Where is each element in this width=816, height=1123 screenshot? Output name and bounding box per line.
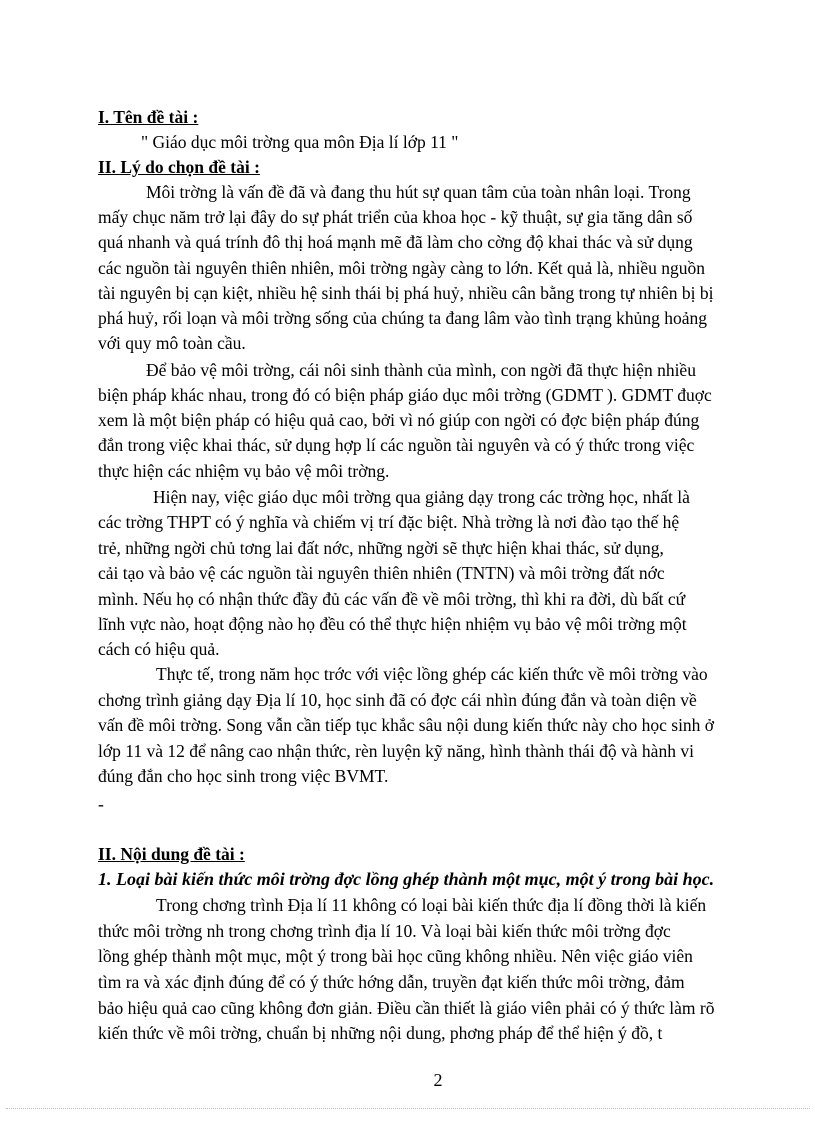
para4-line: chơng trình giảng dạy Địa lí 10, học sinh đã có đợc cái nhìn đúng đắn và toàn diện về bbox=[98, 690, 697, 710]
para5-line: Trong chơng trình Địa lí 11 không có loại bài kiến thức địa lí đồng thời là kiến bbox=[156, 895, 707, 915]
para5-line: bảo hiệu quả cao cũng không đơn giản. Điều cần thiết là giáo viên phải có ý thức làm rõ bbox=[98, 998, 715, 1018]
para2-line: đắn trong việc khai thác, sử dụng hợp lí các nguồn tài nguyên và có ý thức trong việc bbox=[98, 435, 695, 455]
para2-line: biện pháp khác nhau, trong đó có biện pháp giáo dục môi trờng (GDMT ). GDMT đuợc bbox=[98, 385, 712, 405]
para3-line: Hiện nay, việc giáo dục môi trờng qua giảng dạy trong các trờng học, nhất là bbox=[153, 487, 690, 507]
para3-line: cải tạo và bảo vệ các nguồn tài nguyên thiên nhiên (TNTN) và môi trờng đất nớc bbox=[98, 563, 665, 583]
para1-line: quá nhanh và quá trính đô thị hoá mạnh mẽ đã làm cho cờng độ khai thác và sử dụng bbox=[98, 232, 693, 252]
section-heading-1: I. Tên đề tài : bbox=[98, 107, 199, 127]
para3-line: các trờng THPT có ý nghĩa và chiếm vị trí đặc biệt. Nhà trờng là nơi đào tạo thế hệ bbox=[98, 512, 680, 532]
para3-line: mình. Nếu họ có nhận thức đầy đủ các vấn đề về môi trờng, thì khi ra đời, dù bất cứ bbox=[98, 589, 686, 609]
page-bottom-divider bbox=[6, 1108, 810, 1109]
para1-line: với quy mô toàn cầu. bbox=[98, 333, 246, 353]
dash-marker: - bbox=[98, 794, 104, 814]
para2-line: xem là một biện pháp có hiệu quả cao, bởi vì nó giúp con ngời có đợc biện pháp đúng bbox=[98, 410, 700, 430]
para2-line: Để bảo vệ môi trờng, cái nôi sinh thành của mình, con ngời đã thực hiện nhiều bbox=[146, 360, 696, 380]
page-number: 2 bbox=[433, 1070, 443, 1090]
section-heading-3: II. Nội dung đề tài : bbox=[98, 844, 245, 864]
para1-line: Môi trờng là vấn đề đã và đang thu hút sự quan tâm của toàn nhân loại. Trong bbox=[146, 182, 691, 202]
para4-line: lớp 11 và 12 để nâng cao nhận thức, rèn luyện kỹ năng, hình thành thái độ và hành vi bbox=[98, 741, 694, 761]
para1-line: các nguồn tài nguyên thiên nhiên, môi trờng ngày càng to lớn. Kết quả là, nhiều nguồn bbox=[98, 258, 706, 278]
para5-line: thức môi trờng nh trong chơng trình địa lí 10. Và loại bài kiến thức môi trờng đợc bbox=[98, 921, 671, 941]
section-heading-2: II. Lý do chọn đề tài : bbox=[98, 157, 260, 177]
para4-line: vấn đề môi trờng. Song vẫn cần tiếp tục khắc sâu nội dung kiến thức này cho học sinh ở bbox=[98, 715, 715, 735]
para3-line: lĩnh vực nào, hoạt động nào họ đều có thể thực hiện nhiệm vụ bảo vệ môi trờng một bbox=[98, 614, 687, 634]
para1-line: mấy chục năm trở lại đây do sự phát triển của khoa học - kỹ thuật, sự gia tăng dân số bbox=[98, 207, 693, 227]
para5-line: tìm ra và xác định đúng để có ý thức hớng dẫn, truyền đạt kiến thức môi trờng, đảm bbox=[98, 972, 685, 992]
para1-line: phá huỷ, rối loạn và môi trờng sống của chúng ta đang lâm vào tình trạng khủng hoảng bbox=[98, 308, 707, 328]
para4-line: Thực tế, trong năm học trớc với việc lồng ghép các kiến thức về môi trờng vào bbox=[156, 664, 708, 684]
para5-line: kiến thức về môi trờng, chuẩn bị những nội dung, phơng pháp để thể hiện ý đồ, t bbox=[98, 1023, 663, 1043]
para2-line: thực hiện các nhiệm vụ bảo vệ môi trờng. bbox=[98, 461, 390, 481]
para5-line: lồng ghép thành một mục, một ý trong bài học cũng không nhiều. Nên việc giáo viên bbox=[98, 946, 693, 966]
topic-title: " Giáo dục môi trờng qua môn Địa lí lớp 11 " bbox=[141, 132, 459, 152]
subsection-heading-1: 1. Loại bài kiến thức môi trờng đợc lồng ghép thành một mục, một ý trong bài học. bbox=[98, 869, 715, 889]
para4-line: đúng đắn cho học sinh trong việc BVMT. bbox=[98, 766, 389, 786]
para3-line: trẻ, những ngời chủ tơng lai đất nớc, những ngời sẽ thực hiện khai thác, sử dụng, bbox=[98, 538, 664, 558]
para3-line: cách có hiệu quả. bbox=[98, 639, 220, 659]
para1-line: tài nguyên bị cạn kiệt, nhiều hệ sinh thái bị phá huỷ, nhiều cân bằng trong tự nhiên bị bị bbox=[98, 283, 714, 303]
